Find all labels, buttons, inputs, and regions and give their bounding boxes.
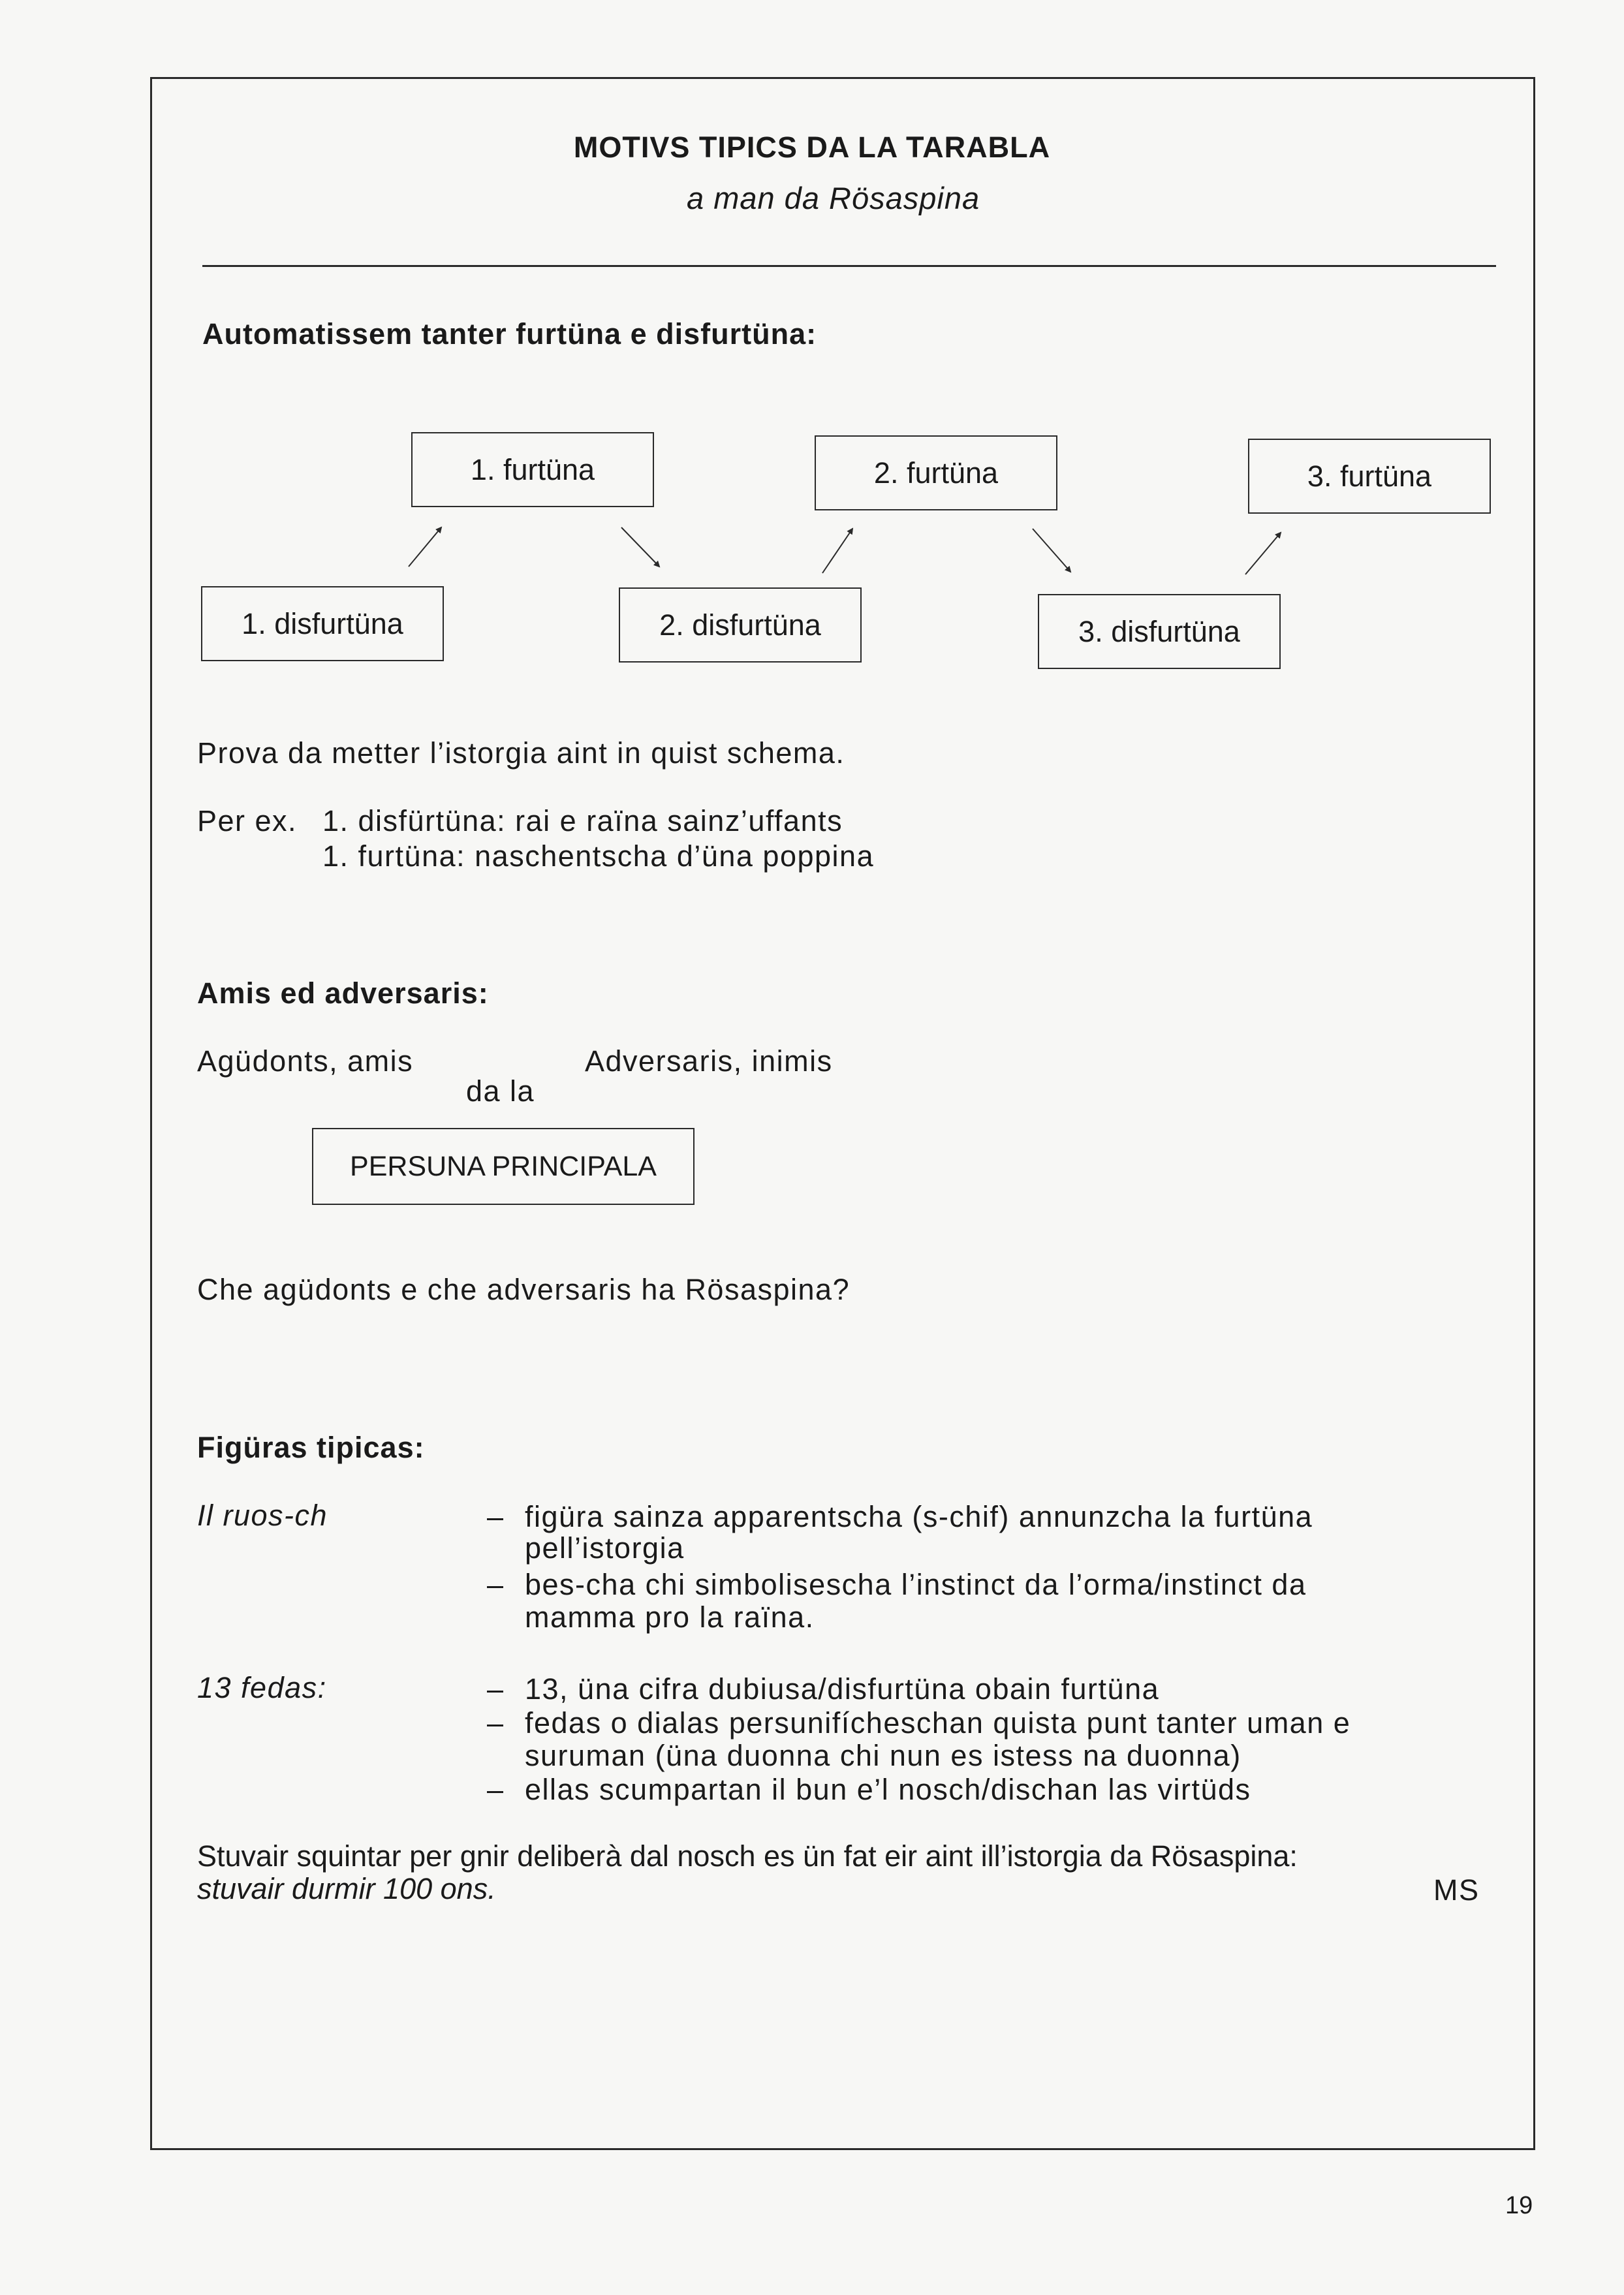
example-line-2: 1. furtüna: naschentscha d’üna poppina xyxy=(322,839,875,873)
figure-item-line: fedas o dialas persunifícheschan quista punt tanter uman e xyxy=(525,1706,1351,1740)
friends-question: Che agüdonts e che adversaris ha Rösaspina? xyxy=(197,1273,851,1306)
list-dash: – xyxy=(487,1500,505,1533)
closing-line-2: stuvair durmir 100 ons. xyxy=(197,1872,496,1905)
box-furtuna-2: 2. furtüna xyxy=(815,435,1057,510)
figure-item-line: suruman (üna duonna chi nun es istess na duonna) xyxy=(525,1739,1241,1772)
page-subtitle: a man da Rösaspina xyxy=(687,181,980,215)
arrow-up-1 xyxy=(409,527,441,567)
adversaries-label: Adversaris, inimis xyxy=(585,1044,833,1078)
page-number: 19 xyxy=(1505,2192,1533,2219)
figure-item-line: figüra sainza apparentscha (s-chif) annunzcha la furtüna xyxy=(525,1500,1313,1533)
list-dash: – xyxy=(487,1706,505,1740)
helpers-label: Agüdonts, amis xyxy=(197,1044,414,1078)
box-disfurtuna-2: 2. disfurtüna xyxy=(619,587,862,663)
list-dash: – xyxy=(487,1773,505,1806)
figure-item-line: bes-cha chi simbolisescha l’instinct da l’orma/instinct da xyxy=(525,1568,1307,1601)
section-heading-fortune: Automatissem tanter furtüna e disfurtüna: xyxy=(202,317,817,351)
example-line-1: 1. disfürtüna: rai e raïna sainz’uffants xyxy=(322,804,843,837)
figure-item-line: pell’istorgia xyxy=(525,1531,685,1565)
arrow-up-3 xyxy=(1245,533,1281,574)
da-la-label: da la xyxy=(466,1074,535,1108)
list-dash: – xyxy=(487,1568,505,1601)
section-heading-figures: Figüras tipicas: xyxy=(197,1431,425,1464)
figure-name-ruosch: Il ruos-ch xyxy=(197,1499,328,1532)
arrow-up-2 xyxy=(822,529,852,573)
box-furtuna-3: 3. furtüna xyxy=(1248,439,1491,514)
box-disfurtuna-3: 3. disfurtüna xyxy=(1038,594,1281,669)
section-heading-friends: Amis ed adversaris: xyxy=(197,976,489,1010)
schema-instruction: Prova da metter l’istorgia aint in quist schema. xyxy=(197,736,845,770)
page-title: MOTIVS TIPICS DA LA TARABLA xyxy=(573,131,1051,164)
figure-item-line: mamma pro la raïna. xyxy=(525,1600,815,1634)
arrow-down-1 xyxy=(621,527,659,567)
box-disfurtuna-1: 1. disfurtüna xyxy=(201,586,444,661)
box-furtuna-1: 1. furtüna xyxy=(411,432,654,507)
author-initials: MS xyxy=(1433,1873,1480,1907)
main-character-box: PERSUNA PRINCIPALA xyxy=(312,1128,695,1205)
closing-line-1: Stuvair squintar per gnir deliberà dal nosch es ün fat eir aint ill’istorgia da Rösaspina: xyxy=(197,1839,1298,1873)
figure-item-line: ellas scumpartan il bun e’l nosch/dischan las virtüds xyxy=(525,1773,1251,1806)
arrow-down-2 xyxy=(1033,529,1070,572)
figure-name-fedas: 13 fedas: xyxy=(197,1671,327,1704)
example-prefix: Per ex. xyxy=(197,804,298,837)
figure-item-line: 13, üna cifra dubiusa/disfurtüna obain furtüna xyxy=(525,1672,1160,1706)
list-dash: – xyxy=(487,1672,505,1706)
